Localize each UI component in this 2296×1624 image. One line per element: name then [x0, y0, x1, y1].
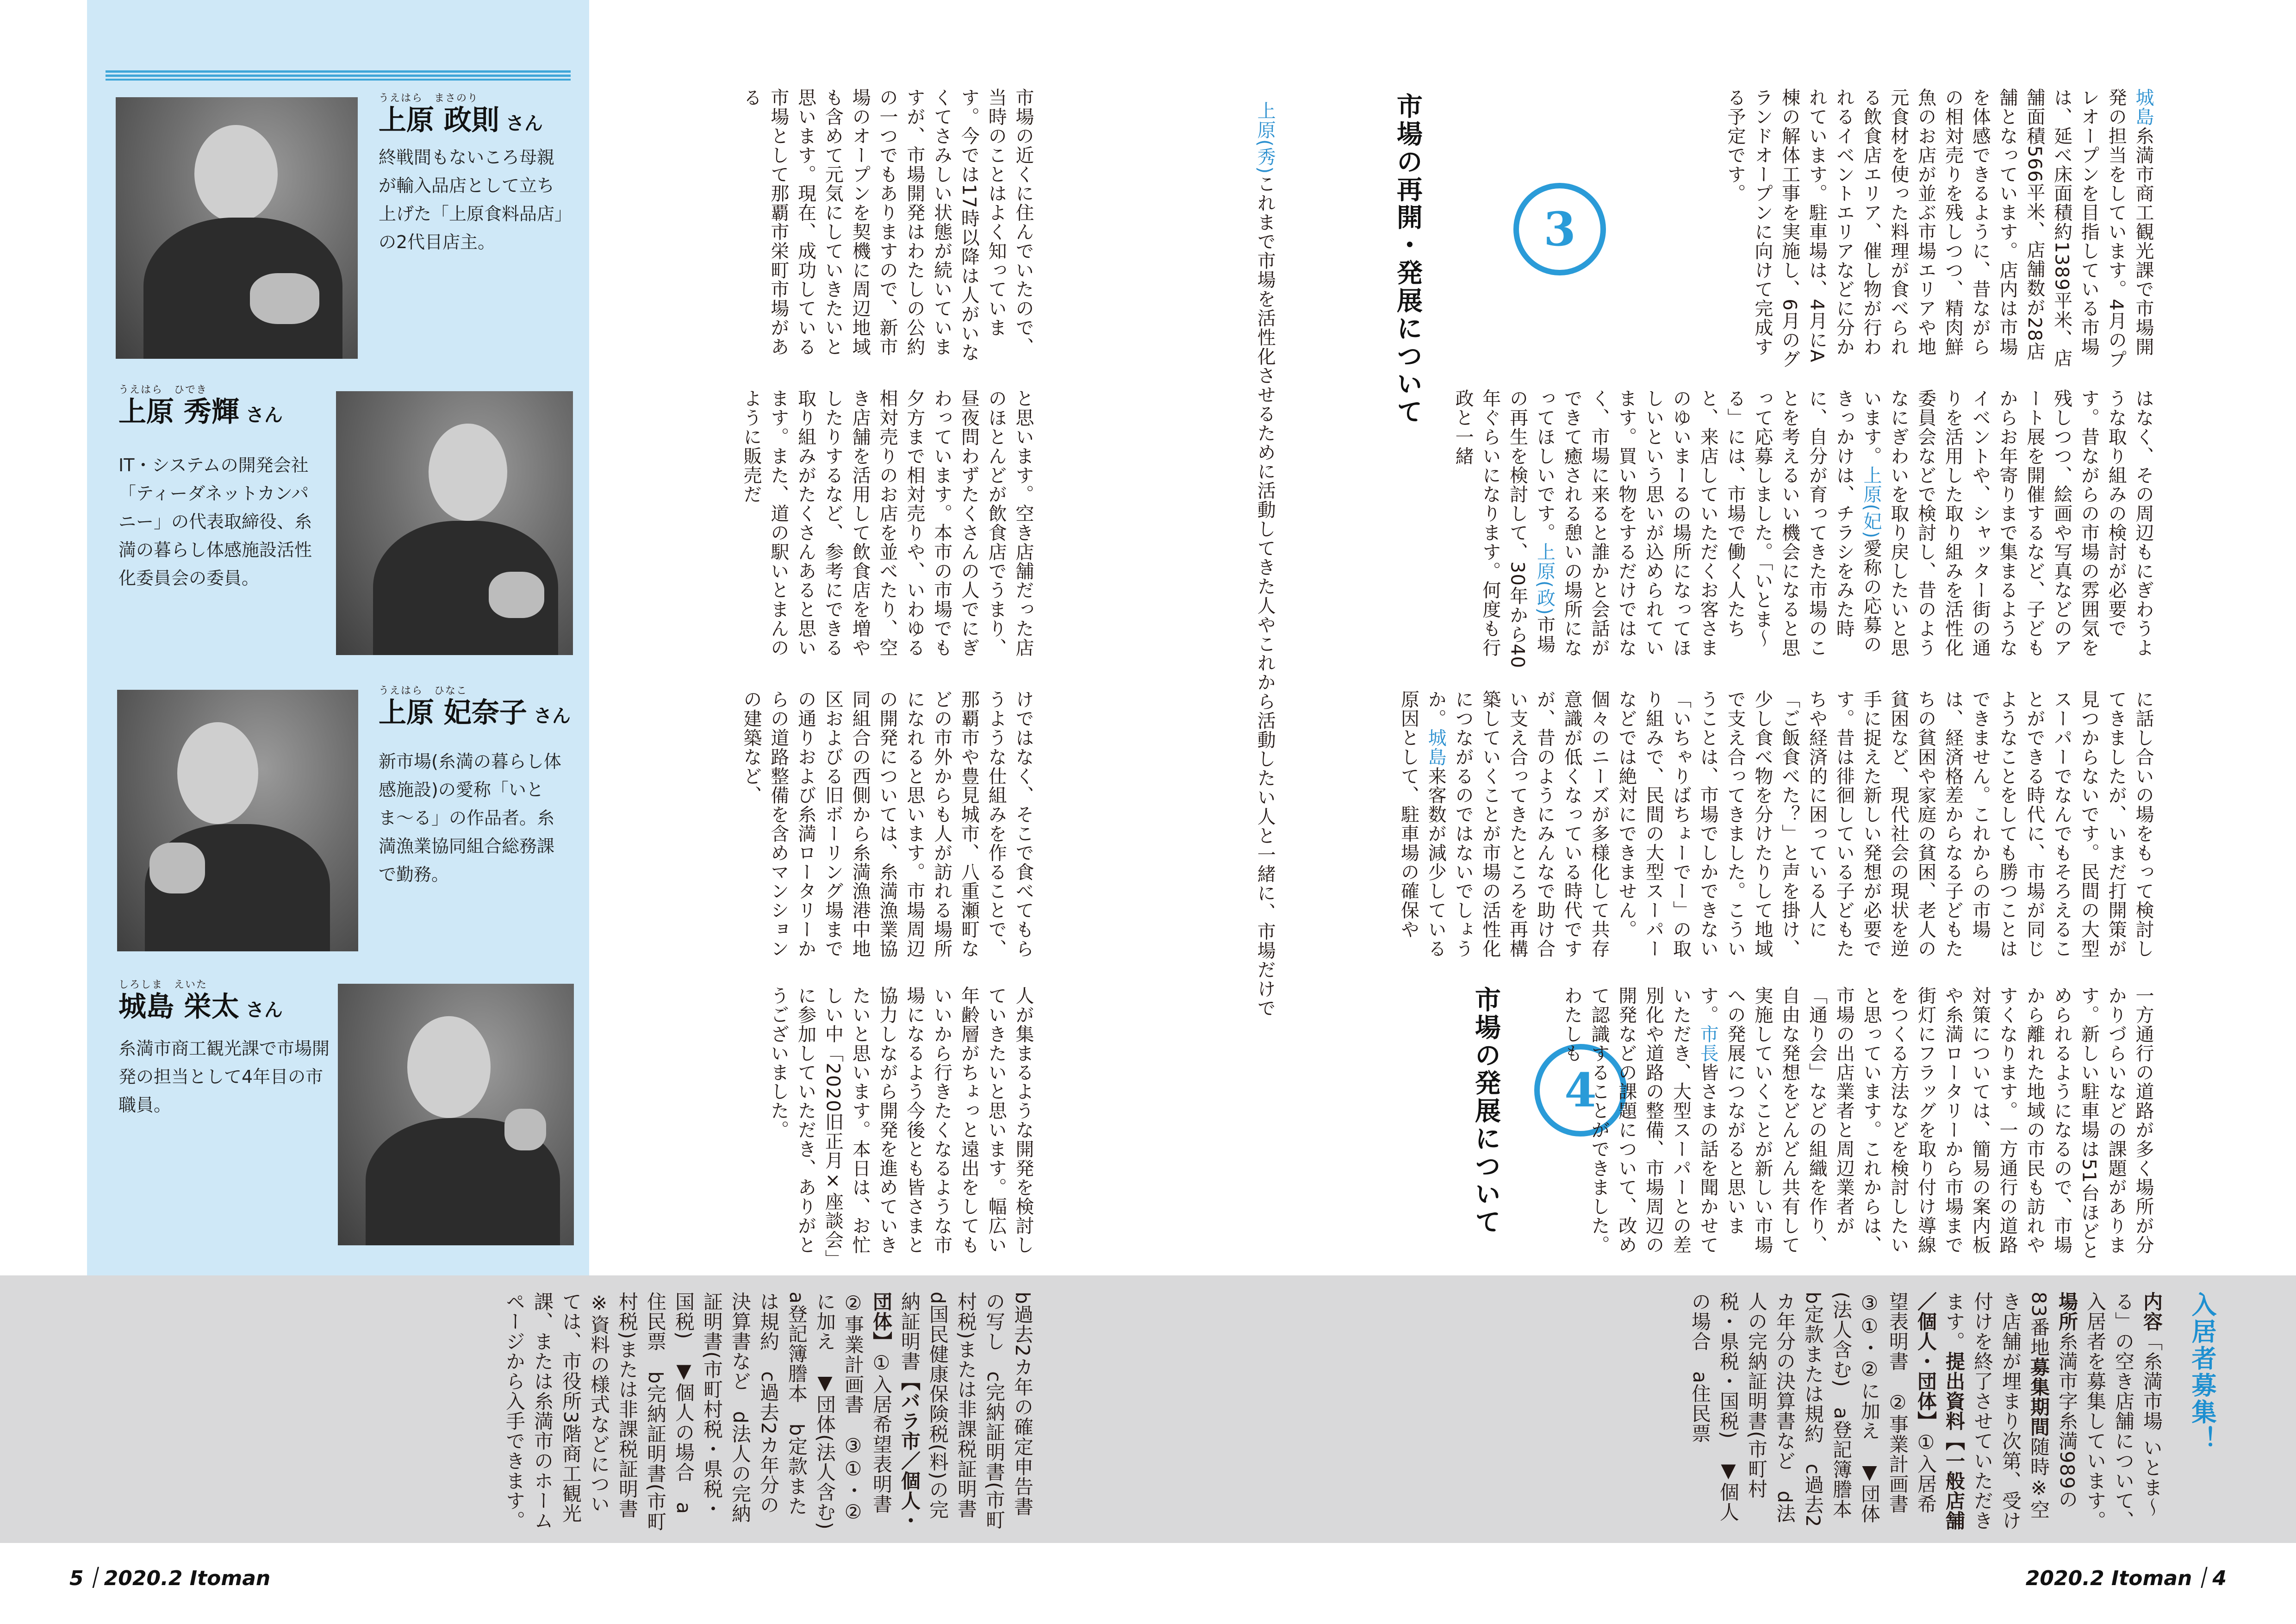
- badge-number-3: 3: [1513, 183, 1606, 275]
- profile-name-4: 城島 栄太 さん: [118, 991, 283, 1023]
- profile-desc-3: 新市場(糸満の暮らし体感施設)の愛称「いとま〜る」の作品者。糸満漁業協同組合総務課で勤務。: [379, 751, 561, 885]
- profile-photo-3: [117, 690, 358, 951]
- article-a-col2: はなく、その周辺もにぎわうような取り組みの検討が必要です。昔ながらの市場の雰囲気を残しつつ、絵画や写真などのアート展を開催するなど、子どもからお年寄りまで集まるようなイベントや、シャッター街の通りを活用した取り組みを活性化委員会などで検討し、昔のようなにぎわいを取り戻したいと思います。上原(妃)愛称の応募のきっかけは、チラシをみた時に、自分が育ってきた市場のことを考えるいい機会になると思って応募しました。「いとま〜る」には、市場で働く人たちと、来店していただくお客さまのゆいまーるの場所になってほしいという思いが込められています。買い物をするだけではなく、市場に来ると誰かと会話ができて癒される憩いの場所になってほしいです。上原(政)市場の再生を検討して、30年から40年ぐらいになります。何度も行政と一緒: [1452, 389, 2154, 669]
- article-b-col4: けではなく、そこで食べてもらうような仕組みを作ることで、那覇市や豊見城市、八重瀬町などの市外からも人が訪れる場所になれると思います。市場周辺の開発については、糸満漁業協同組合の西側から糸満漁港中地区およびる旧ボーリング場までの通りおよび糸満ロータリーからの道路整備を含めマンションの建築など、: [740, 690, 1034, 958]
- article-b-col3: と思います。空き店舗だった店のほとんどが飲食店でうまり、昼夜問わずたくさんの人でにぎわっています。本市の市場でも夕方まで相対売りや、いわゆる相対売りのお店を並べたり、空き店舗を活用して飲食店を増やしたりするなど、参考にできる取り組みがたくさんあると思います。また、道の駅いとまんのように販売だ: [740, 389, 1034, 657]
- profile-desc-1: 終戦間もないころ母親が輸入品店として立ち上げた「上原食料品店」の2代目店主。: [379, 147, 564, 252]
- article-b-col2: 市場の近くに住んでいたので、当時のことはよく知っています。今では17時以降は人がいなくてさみしい状態が続いていますが、市場開発はわたしの公約の一つでもありますので、新市場のオープンを契機に周辺地域も含めて元気にしていきたいと思います。現在、成功している市場として那覇市栄町市場がある: [740, 88, 1034, 362]
- article-a-col4: 一方通行の道路が多く場所が分かりづらいなどの課題があります。新しい駐車場は51台ほどとめられるようになるので、市場から離れた地域の市民も訪れやすくなります。一方通行の道路対策については、簡易の案内板や糸満ロータリーから市場まで街灯にフラッグを取り付け導線をつくる方法などを検討したいと思っています。これからは、市場の出店業者と周辺業者が「通り会」などの組織を作り、自由な発想をどんどん共有して実施していくことが新しい市場への発展につながると思います。市長皆さまの話を聞かせていただき、大型スーパーとの差別化や道路の整備、市場周辺の開発などの課題について、改めて認識することができました。わたしも: [1561, 986, 2154, 1260]
- profile-ruby-3: うえはら ひなこ: [379, 685, 468, 697]
- profile-photo-4: [338, 984, 574, 1245]
- recruit-left-block: b過去2カ年の確定申告書の写し c完納証明書(市町村税)または非課税証明書 d国民健康保険税(料)の完納証明書【バラ市／個人・団体】①入居希望表明書 ②事業計画書 ③①・②に加え ▼団体(法人含む) a登記簿謄本 b定款または規約 c過去2カ年分の決算書など d法人の完納証明書(市町村税・県税・国税) ▼個人の場合 a住民票 b完納証明書(市町村税)または非課税証明書※資料の様式などについては、市役所3階商工観光課、または糸満市のホームページから入手できます。: [503, 1292, 1034, 1550]
- recruit-right-block: 内容「糸満市場 いとま〜る」の空き店舗について、入居者を募集しています。場所糸満市字糸満989の83番地募集期間随時※空き店舗が埋まり次第、受け付けを終了させていただきます。提出資料【一般店舗／個人・団体】①入居希望表明書 ②事業計画書 ③①・②に加え ▼団体(法人含む) a登記簿謄本 b定款または規約 c過去2カ年分の決算書など d法人の完納証明書(市町村税・県税・国税) ▼個人の場合 a住民票: [1689, 1292, 2163, 1539]
- article-b-col1: 上原(秀)これまで市場を活性化させるために活動してきた人やこれから活動したい人と一緒に、市場だけで: [1254, 101, 1276, 1018]
- article-b-col5: 人が集まるような開発を検討していきたいと思います。幅広い年齢層がちょっと遠出をしてもいいから行きたくなるような市場になるよう今後とも皆さまと協力しながら開発を進めていきたいと思います。本日は、お忙しい中「2020旧正月×座談会」に参加していただき、ありがとうございました。: [767, 986, 1034, 1260]
- profile-name-1: 上原 政則 さん: [379, 104, 543, 137]
- article-a-col3: に話し合いの場をもって検討してきましたが、いまだ打開策が見つからないです。民間の大型スーパーでなんでもそろえることができる時代に、市場が同じようなことをしても勝つことはできません。これからの市場は、経済格差からなる子どもたちの貧困や家庭の貧困、老人の貧困など、現代社会の現状を逆手に捉えた新しい発想が必要です。昔は徘徊している子どもたちや経済的に困っている人に「ご飯食べた？」と声を掛け、少し食べ物を分けたりして地域で支え合ってきました。こういうことは、市場でしかできない「いちゃりばちょーでー」の取り組みで、民間の大型スーパーなどでは絶対にできません。個々のニーズが多様化して共存意識が低くなっている時代ですが、昔のようにみんなで助け合い支え合ってきたところを再構築していくことが市場の活性化につながるのではないでしょうか。城島来客数が減少している原因として、駐車場の確保や: [1398, 690, 2154, 958]
- profile-desc-4: 糸満市商工観光課で市場開発の担当として4年目の市職員。: [118, 1038, 330, 1115]
- profile-photo-2: [336, 391, 573, 655]
- profile-desc-2: IT・システムの開発会社「ティーダネットカンパニー」の代表取締役、糸満の暮らし体感施設活性化委員会の委員。: [118, 455, 312, 588]
- profile-name-2: 上原 秀輝 さん: [118, 396, 283, 428]
- profile-ruby-4: しろしま えいた: [118, 979, 208, 991]
- profile-name-3: 上原 妃奈子 さん: [379, 697, 571, 729]
- heading-market-development: 市場の発展について: [1471, 986, 1501, 1236]
- profile-ruby-2: うえはら ひでき: [118, 384, 208, 396]
- heading-market-reopen: 市場の再開・発展について: [1393, 93, 1423, 426]
- sidebar-rule: [106, 70, 571, 81]
- profile-ruby-1: うえはら まさのり: [379, 93, 479, 104]
- badge-number-4: 4: [1534, 1044, 1627, 1137]
- profile-photo-1: [116, 97, 358, 359]
- folio-right: 2020.2 Itoman｜4: [2025, 1567, 2227, 1590]
- folio-left: 5｜2020.2 Itoman: [69, 1567, 271, 1590]
- article-a-col1: 城島糸満市商工観光課で市場開発の担当をしています。4月のプレオープンを目指している市場は、延べ床面積約1389平米、店舗面積566平米、店舗数が28店舗となっています。店内は市場を体感できるように、昔ながらの相対売りを残しつつ、精肉鮮魚のお店が並ぶ市場エリアや地元食材を使った料理が食べられる飲食店エリア、催し物が行われるイベントエリアなどに分かれています。駐車場は、4月にA棟の解体工事を実施し、6月のグランドオープンに向けて完成する予定です。: [1724, 88, 2154, 369]
- recruitment-title: 入居者募集！: [2188, 1292, 2217, 1453]
